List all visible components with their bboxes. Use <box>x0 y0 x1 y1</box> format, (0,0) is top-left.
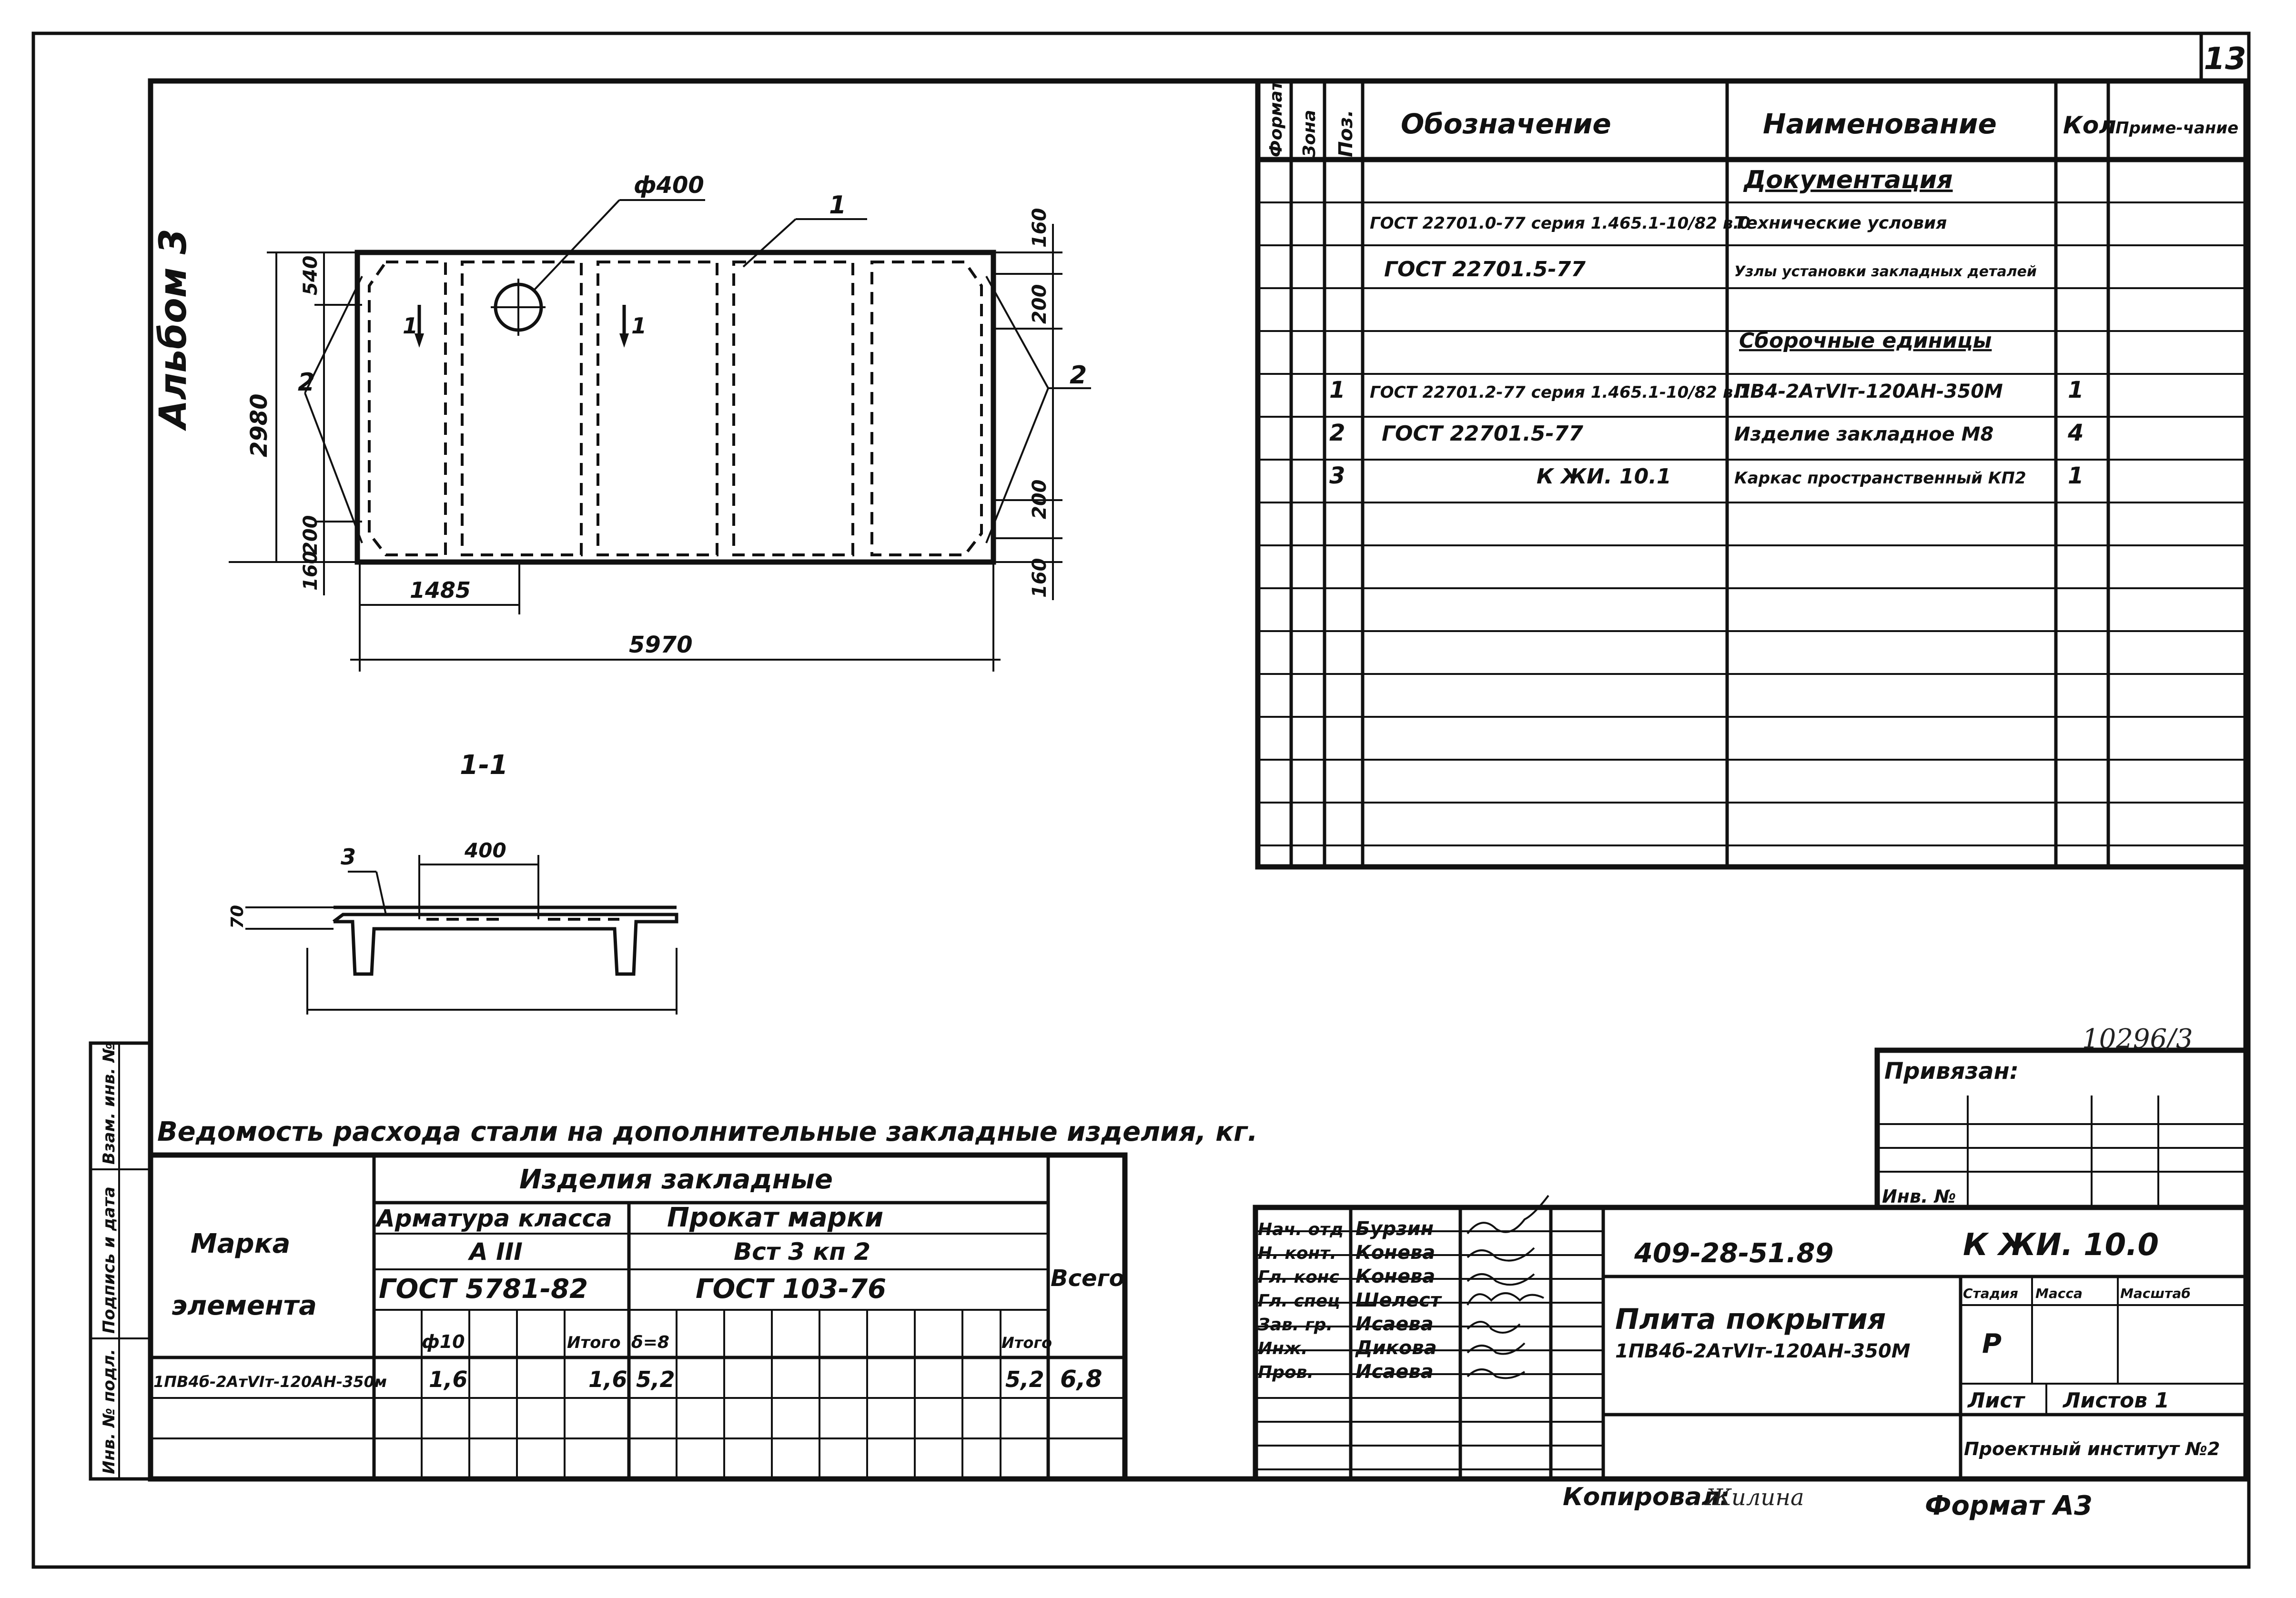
tb-name-4: Исаева <box>1355 1313 1434 1335</box>
spec-h-pos: Поз. <box>1335 110 1357 157</box>
steel-prokat: Прокат марки <box>667 1202 884 1233</box>
steel-armatura: Арматура класса <box>376 1205 612 1232</box>
spec-row-5-name: ПВ4-2АтVIт-120АН-350М <box>1734 381 2003 402</box>
steel-col-itogo2: Итого <box>1001 1334 1052 1352</box>
steel-col-mark-1: Марка <box>191 1228 291 1259</box>
dim-right-bot-160: 160 <box>1029 558 1051 598</box>
tb-project-code: 409-28-51.89 <box>1634 1238 1834 1269</box>
tb-scale-h: Масштаб <box>2120 1286 2191 1301</box>
steel-row-mark: 1ПВ4б-2АтVIт-120АН-350м <box>153 1373 387 1391</box>
sheet-number: 13 <box>2204 41 2246 77</box>
section-view <box>228 750 677 1015</box>
dim-right-top-160: 160 <box>1029 208 1051 248</box>
tb-role-1: Н. конт. <box>1258 1244 1336 1263</box>
steel-col-d8: δ=8 <box>631 1333 669 1352</box>
spec-h-designation: Обозначение <box>1401 108 1611 140</box>
tb-name-3: Шелест <box>1355 1289 1441 1311</box>
dim-bot-margin: 160 <box>300 551 322 591</box>
section-title: 1-1 <box>460 750 508 781</box>
steel-col-itogo: Итого <box>567 1333 621 1352</box>
spec-row-6-designation: ГОСТ 22701.5-77 <box>1382 422 1583 446</box>
dim-bot-edge: 200 <box>300 515 322 555</box>
footer-copied-sign: Жилина <box>1706 1484 1804 1511</box>
side-inv-podl: Инв. № подл. <box>100 1348 119 1474</box>
side-vzam: Взам. инв. № <box>100 1043 119 1165</box>
spec-row-1-designation: ГОСТ 22701.0-77 серия 1.465.1-10/82 в.0 <box>1370 214 1750 233</box>
tb-role-6: Пров. <box>1258 1363 1314 1382</box>
steel-title: Ведомость расхода стали на дополнительные закладные изделия, кг. <box>157 1116 1258 1147</box>
steel-group: Изделия закладные <box>519 1164 833 1195</box>
privyazan-handwritten: 10296/3 <box>2082 1024 2193 1055</box>
spec-row-5-qty: 1 <box>2068 377 2084 403</box>
spec-row-5-pos: 1 <box>1329 377 1345 403</box>
plan-view <box>229 172 1091 672</box>
footer-format: Формат А3 <box>1925 1490 2093 1521</box>
steel-total-h: Всего <box>1051 1265 1125 1292</box>
dim-top-edge: 540 <box>300 255 322 295</box>
steel-row-d8: 5,2 <box>636 1367 675 1392</box>
tb-role-4: Зав. гр. <box>1258 1315 1333 1335</box>
footer-copied: Копировал: <box>1563 1483 1730 1511</box>
callout-2-left: 2 <box>298 368 315 397</box>
tb-stage-h: Стадия <box>1963 1286 2018 1301</box>
tb-sheets-h: Листов 1 <box>2063 1388 2169 1413</box>
tb-name-6: Исаева <box>1355 1361 1434 1383</box>
spec-row-6-name: Изделие закладное М8 <box>1734 423 1994 445</box>
spec-row-0-name: Документация <box>1744 166 1953 194</box>
spec-row-1-name: Технические условия <box>1734 213 1947 233</box>
spec-row-2-designation: ГОСТ 22701.5-77 <box>1384 257 1586 281</box>
steel-col-d10: ф10 <box>422 1331 465 1352</box>
tb-name-0: Бурзин <box>1355 1218 1434 1240</box>
tb-title-2: 1ПВ4б-2АтVIт-120АН-350М <box>1615 1340 1911 1362</box>
privyazan-inv: Инв. № <box>1882 1186 1956 1207</box>
side-podpis: Подпись и дата <box>100 1186 119 1334</box>
tb-stage: Р <box>1982 1328 2002 1359</box>
steel-row-itogo: 1,6 <box>588 1367 627 1392</box>
tb-role-2: Гл. конс <box>1258 1267 1339 1287</box>
callout-3: 3 <box>341 844 356 870</box>
spec-row-2-name: Узлы установки закладных деталей <box>1734 263 2037 280</box>
spec-h-name: Наименование <box>1763 108 1997 140</box>
steel-armatura-class: А III <box>469 1238 523 1266</box>
privyazan-label: Привязан: <box>1884 1058 2019 1085</box>
spec-row-6-pos: 2 <box>1329 420 1345 446</box>
section-profile <box>334 915 677 974</box>
dim-right-top-200: 200 <box>1029 284 1051 324</box>
steel-prokat-gost: ГОСТ 103-76 <box>696 1274 887 1305</box>
dim-right-bot-200: 200 <box>1029 479 1051 519</box>
spec-row-4-name: Сборочные единицы <box>1739 329 1992 353</box>
tb-doc-code: К ЖИ. 10.0 <box>1963 1227 2159 1263</box>
spec-h-zone: Зона <box>1300 110 1319 157</box>
tb-org: Проектный институт №2 <box>1964 1438 2220 1459</box>
dim-thickness: 70 <box>228 905 247 929</box>
spec-row-7-designation: К ЖИ. 10.1 <box>1537 464 1671 489</box>
steel-row-total: 6,8 <box>1060 1365 1102 1393</box>
steel-row-itogo2: 5,2 <box>1005 1367 1044 1392</box>
side-stamp <box>91 1043 151 1479</box>
album-label: Альбом 3 <box>152 228 195 429</box>
hole-dia-label: ф400 <box>634 172 704 199</box>
callout-2-right: 2 <box>1070 361 1087 390</box>
tb-sheet-h: Лист <box>1968 1388 2024 1413</box>
tb-title-1: Плита покрытия <box>1615 1303 1886 1336</box>
dim-hole: 400 <box>465 839 506 862</box>
callout-1: 1 <box>829 191 847 220</box>
spec-row-7-name: Каркас пространственный КП2 <box>1734 469 2026 488</box>
tb-name-5: Дикова <box>1355 1337 1437 1359</box>
tb-role-3: Гл. спец <box>1258 1291 1340 1311</box>
tb-role-0: Нач. отд <box>1258 1220 1344 1239</box>
tb-name-2: Конева <box>1355 1266 1436 1287</box>
spec-h-qty: Кол <box>2063 111 2116 139</box>
spec-row-7-pos: 3 <box>1329 462 1345 489</box>
spec-row-lines <box>1258 202 2246 845</box>
section-mark-left: 1 <box>403 313 418 339</box>
dim-overall-width: 2980 <box>246 393 273 457</box>
steel-armatura-gost: ГОСТ 5781-82 <box>379 1274 588 1305</box>
steel-row-d10: 1,6 <box>429 1367 468 1392</box>
section-mark-right: 1 <box>631 313 647 339</box>
spec-h-format: Формат <box>1266 80 1286 157</box>
spec-row-6-qty: 4 <box>2068 420 2084 446</box>
tb-name-1: Конева <box>1355 1242 1436 1264</box>
dim-overall-length: 5970 <box>629 632 693 658</box>
tb-role-5: Инж. <box>1258 1339 1308 1358</box>
spec-row-7-qty: 1 <box>2068 462 2084 489</box>
tb-mass-h: Масса <box>2035 1286 2083 1301</box>
steel-col-mark-2: элемента <box>172 1290 317 1321</box>
slab-outline <box>357 252 993 562</box>
spec-row-5-designation: ГОСТ 22701.2-77 серия 1.465.1-10/82 в.1 <box>1370 383 1750 402</box>
spec-h-note: Приме-чание <box>2115 119 2239 138</box>
dim-module: 1485 <box>410 577 471 603</box>
steel-prokat-mark: Вст 3 кп 2 <box>734 1238 871 1266</box>
